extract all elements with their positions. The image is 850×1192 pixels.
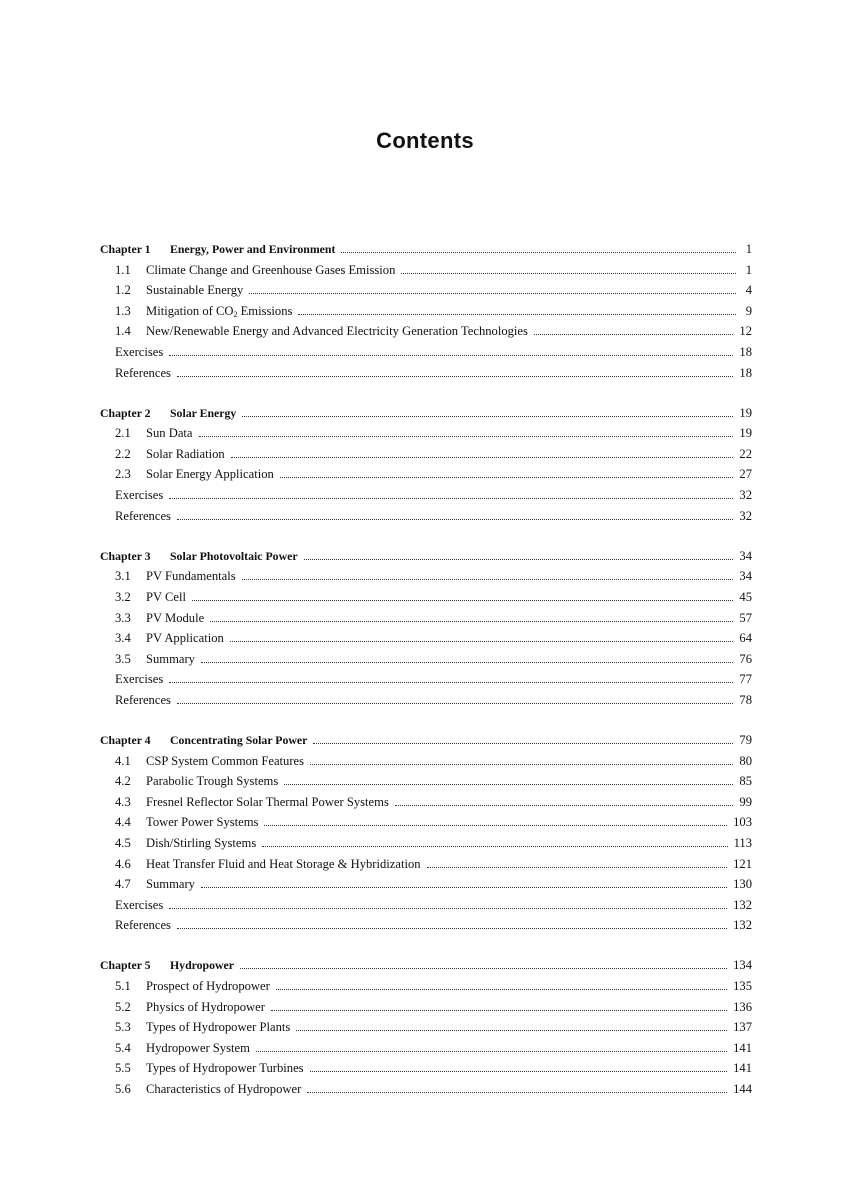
dot-leader [298, 314, 736, 315]
dot-leader [169, 908, 727, 909]
page-number: 77 [739, 672, 752, 687]
section-title-text: Heat Transfer Fluid and Heat Storage & Hybridization [146, 856, 421, 871]
section-entry[interactable] [100, 1082, 752, 1103]
dot-leader [249, 293, 736, 294]
section-entry[interactable] [100, 1000, 752, 1021]
section-title [146, 774, 278, 789]
dot-leader [177, 703, 733, 704]
section-title [146, 836, 256, 851]
page-number: 22 [739, 446, 752, 461]
chapter-label: Chapter 2 [100, 405, 151, 420]
section-title-text: New/Renewable Energy and Advanced Electricity Generation Technologies [146, 324, 528, 339]
section-title [146, 877, 195, 892]
section-title-text: PV Cell [146, 589, 187, 604]
dot-leader [177, 928, 727, 929]
section-number: 5.1 [115, 979, 131, 993]
dot-leader [201, 662, 733, 663]
section-title [146, 857, 421, 872]
section-title [115, 693, 171, 708]
chapter-title: Solar Energy [170, 405, 237, 420]
section-entry[interactable] [100, 447, 752, 468]
section-number: 1.4 [115, 324, 131, 339]
section-title-text: Exercises [115, 672, 164, 687]
section-entry[interactable] [100, 1020, 752, 1041]
chapter-entry[interactable] [100, 733, 752, 754]
section-title-text: References [115, 692, 171, 707]
section-title-text: Hydropower System [146, 1040, 250, 1055]
section-title-text: Solar Energy Application [146, 467, 274, 482]
section-title [146, 569, 236, 584]
section-title-text: Sun Data [146, 426, 193, 441]
section-title-text: References [115, 508, 171, 523]
section-entry-unnumbered[interactable] [100, 672, 752, 693]
dot-leader [169, 682, 733, 683]
chapter-title: Hydropower [170, 958, 235, 973]
dot-leader [240, 968, 727, 969]
section-title-text: Exercises [115, 897, 164, 912]
section-entry[interactable] [100, 774, 752, 795]
dot-leader [242, 416, 733, 417]
section-title-text: CSP System Common Features [146, 753, 305, 768]
page-number: 99 [739, 794, 752, 809]
section-entry[interactable] [100, 795, 752, 816]
section-entry[interactable] [100, 754, 752, 775]
section-title [146, 324, 528, 339]
dot-leader [534, 334, 733, 335]
page-number: 32 [739, 488, 752, 503]
section-title-text: Characteristics of Hydropower [146, 1081, 302, 1096]
section-title-text: Dish/Stirling Systems [146, 835, 257, 850]
section-title [115, 509, 171, 524]
dot-leader [210, 621, 733, 622]
section-title-text: PV Fundamentals [146, 569, 236, 584]
chapter-block [100, 406, 752, 530]
section-title-text: Mitigation of CO [146, 303, 234, 318]
dot-leader [256, 1051, 727, 1052]
section-entry[interactable] [100, 857, 752, 878]
section-title [146, 652, 195, 667]
section-title [146, 631, 224, 646]
section-number: 4.4 [115, 815, 131, 830]
dot-leader [169, 498, 733, 499]
section-title [115, 898, 163, 913]
dot-leader [177, 376, 733, 377]
section-number: 5.2 [115, 999, 131, 1014]
page-number: 136 [733, 999, 752, 1014]
dot-leader [169, 355, 733, 356]
section-title-text: PV Module [146, 610, 205, 625]
section-title-text: Exercises [115, 488, 164, 503]
dot-leader [262, 846, 727, 847]
section-entry[interactable] [100, 283, 752, 304]
section-title-text: References [115, 918, 171, 933]
section-title-text: Solar Radiation [146, 446, 225, 461]
section-entry[interactable] [100, 590, 752, 611]
section-number: 4.7 [115, 877, 131, 892]
section-number: 1.2 [115, 283, 131, 298]
dot-leader [310, 764, 733, 765]
section-entry[interactable] [100, 877, 752, 898]
section-title [115, 918, 171, 933]
section-title-text-after: Emissions [237, 303, 293, 318]
page-number: 113 [733, 835, 752, 850]
section-title [146, 426, 193, 441]
page-number: 134 [733, 958, 752, 973]
chapter-entry[interactable] [100, 406, 752, 427]
dot-leader [231, 457, 734, 458]
section-entry[interactable] [100, 611, 752, 632]
page-number: 137 [733, 1020, 752, 1035]
section-title-text: Fresnel Reflector Solar Thermal Power Systems [146, 794, 389, 809]
page-number: 4 [745, 283, 752, 298]
section-entry-unnumbered[interactable] [100, 366, 752, 387]
section-number: 3.1 [115, 569, 131, 584]
section-title-text: Prospect of Hydropower [146, 979, 270, 993]
dot-leader [310, 1071, 728, 1072]
dot-leader [192, 600, 733, 601]
dot-leader [199, 436, 734, 437]
subscript: 2 [233, 309, 238, 319]
section-title [146, 1041, 250, 1056]
section-entry[interactable] [100, 426, 752, 447]
section-number: 4.1 [115, 753, 131, 768]
page-number: 121 [733, 856, 752, 871]
page-number: 78 [739, 692, 752, 707]
section-entry[interactable] [100, 467, 752, 488]
section-title-text: Tower Power Systems [146, 815, 259, 830]
page-number: 27 [739, 467, 752, 482]
section-number: 5.4 [115, 1040, 131, 1055]
section-title-text: Summary [146, 877, 195, 892]
section-entry[interactable] [100, 569, 752, 590]
section-title [146, 590, 186, 605]
page-title: Contents [376, 128, 474, 153]
chapter-label: Chapter 5 [100, 958, 151, 973]
section-number: 3.4 [115, 631, 131, 646]
page-number: 79 [739, 732, 752, 747]
section-title [146, 263, 395, 278]
page-number: 57 [739, 610, 752, 625]
page-number: 130 [733, 877, 752, 892]
section-entry[interactable] [100, 631, 752, 652]
page-number: 76 [739, 651, 752, 666]
section-number: 3.2 [115, 589, 131, 604]
dot-leader [427, 867, 728, 868]
dot-leader [296, 1030, 727, 1031]
section-title [146, 1000, 265, 1015]
section-title-text: Types of Hydropower Plants [146, 1020, 291, 1035]
dot-leader [395, 805, 734, 806]
page-number: 34 [739, 548, 752, 563]
section-title-text: Summary [146, 651, 195, 666]
section-title [146, 283, 243, 298]
chapter-title: Solar Photovoltaic Power [170, 548, 298, 563]
dot-leader [230, 641, 734, 642]
chapter-label: Chapter 3 [100, 548, 151, 563]
chapter-title: Concentrating Solar Power [170, 732, 308, 747]
section-number: 4.6 [115, 856, 131, 871]
section-number: 5.3 [115, 1020, 131, 1035]
section-title-text: Exercises [115, 344, 164, 359]
section-entry[interactable] [100, 652, 752, 673]
chapter-block [100, 242, 752, 386]
page-number: 80 [739, 753, 752, 768]
section-title [146, 447, 225, 462]
section-number: 4.2 [115, 774, 131, 789]
chapter-block [100, 958, 752, 1102]
section-title-text: Physics of Hydropower [146, 999, 265, 1014]
page-number: 19 [739, 405, 752, 420]
section-number: 2.1 [115, 426, 131, 441]
page-number: 144 [733, 1081, 752, 1096]
section-title [146, 979, 270, 994]
section-number: 4.5 [115, 835, 131, 850]
chapter-label: Chapter 4 [100, 732, 151, 747]
section-entry[interactable] [100, 263, 752, 284]
chapter-block [100, 733, 752, 939]
section-title [146, 815, 258, 830]
section-entry[interactable] [100, 815, 752, 836]
page-number: 132 [733, 897, 752, 912]
chapter-title: Energy, Power and Environment [170, 242, 336, 256]
dot-leader [280, 477, 734, 478]
section-number: 4.3 [115, 794, 131, 809]
section-entry[interactable] [100, 324, 752, 345]
section-number: 3.3 [115, 610, 131, 625]
section-title [146, 1082, 301, 1097]
section-title-text: Sustainable Energy [146, 283, 244, 298]
section-entry[interactable] [100, 979, 752, 1000]
chapter-entry[interactable] [100, 549, 752, 570]
page-number: 64 [739, 631, 752, 646]
section-title-text: Types of Hydropower Turbines [146, 1061, 304, 1076]
section-title [146, 304, 292, 319]
section-entry-unnumbered[interactable] [100, 509, 752, 530]
page-number: 132 [733, 918, 752, 933]
chapter-entry[interactable] [100, 958, 752, 979]
page-number: 12 [739, 324, 752, 339]
dot-leader [341, 252, 736, 253]
section-title [146, 611, 204, 626]
section-number: 2.2 [115, 446, 131, 461]
dot-leader [401, 273, 736, 274]
section-entry[interactable] [100, 1041, 752, 1062]
section-title-text: References [115, 365, 171, 380]
chapter-label: Chapter 1 [100, 242, 151, 256]
section-title [115, 488, 163, 503]
page-number: 34 [739, 569, 752, 584]
dot-leader [307, 1092, 727, 1093]
section-title-text: Climate Change and Greenhouse Gases Emission [146, 262, 396, 277]
page-number: 45 [739, 589, 752, 604]
section-title [115, 672, 163, 687]
section-title [146, 1061, 304, 1076]
dot-leader [242, 579, 734, 580]
section-number: 1.1 [115, 262, 131, 277]
page-number: 1 [745, 242, 752, 256]
chapter-block [100, 549, 752, 714]
section-title [146, 1020, 290, 1035]
dot-leader [276, 989, 727, 990]
section-entry-unnumbered[interactable] [100, 345, 752, 366]
section-entry-unnumbered[interactable] [100, 693, 752, 714]
section-title [115, 366, 171, 381]
page-number: 18 [739, 365, 752, 380]
section-entry[interactable] [100, 1061, 752, 1082]
section-number: 1.3 [115, 303, 131, 318]
page-number: 9 [745, 303, 752, 318]
section-number: 5.6 [115, 1081, 131, 1096]
section-title-text: PV Application [146, 631, 224, 646]
section-entry-unnumbered[interactable] [100, 898, 752, 919]
page-number: 103 [733, 815, 752, 830]
dot-leader [284, 784, 733, 785]
section-entry-unnumbered[interactable] [100, 488, 752, 509]
page-number: 141 [733, 1040, 752, 1055]
page-number: 141 [733, 1061, 752, 1076]
dot-leader [201, 887, 727, 888]
section-number: 2.3 [115, 467, 131, 482]
section-title [115, 345, 163, 360]
page-number: 1 [745, 262, 752, 277]
page-number: 85 [739, 774, 752, 789]
page-number: 32 [739, 508, 752, 523]
dot-leader [177, 519, 733, 520]
section-number: 5.5 [115, 1061, 131, 1076]
chapter-entry[interactable] [100, 242, 752, 263]
section-entry[interactable] [100, 304, 752, 325]
page-number: 19 [739, 426, 752, 441]
section-entry[interactable] [100, 836, 752, 857]
section-title-text: Parabolic Trough Systems [146, 774, 279, 789]
section-title [146, 795, 389, 810]
table-of-contents [100, 242, 752, 1122]
dot-leader [304, 559, 734, 560]
dot-leader [264, 825, 727, 826]
page-number: 18 [739, 344, 752, 359]
section-title [146, 754, 304, 769]
section-number: 3.5 [115, 651, 131, 666]
section-title [146, 467, 274, 482]
page-number: 135 [733, 979, 752, 993]
section-entry-unnumbered[interactable] [100, 918, 752, 939]
dot-leader [271, 1010, 727, 1011]
dot-leader [313, 743, 733, 744]
